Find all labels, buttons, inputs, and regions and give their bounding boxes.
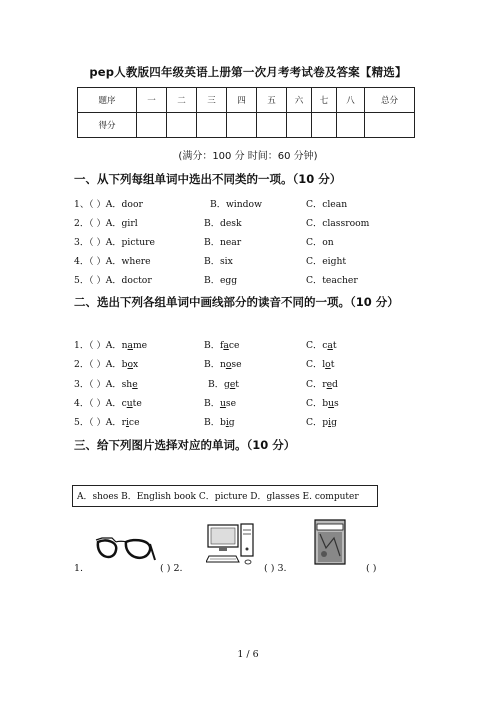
- score-entry-cell[interactable]: [312, 113, 337, 138]
- question-row: [74, 215, 434, 229]
- score-cell: 三: [197, 88, 227, 113]
- question-row: [74, 395, 434, 409]
- picture-label-2: ( ) 2.: [160, 563, 183, 574]
- score-cell: 二: [167, 88, 197, 113]
- exam-meta: (满分：100 分 时间：60 分钟): [178, 151, 318, 162]
- question-a: 5．（ ）A．rice: [74, 417, 140, 428]
- option-c: C．eight: [306, 256, 347, 267]
- score-cell: 七: [312, 88, 337, 113]
- section-3-heading: 三、给下列图片选择对应的单词。（10 分）: [74, 438, 296, 452]
- option-b: B．egg: [204, 275, 238, 286]
- score-cell: 一: [137, 88, 167, 113]
- word-options-box: A．shoes B．English book C．picture D．glasses E. computer: [72, 485, 378, 507]
- score-cell: 总分: [365, 88, 415, 113]
- picture-label-3: ( ) 3.: [264, 563, 287, 574]
- option-b: B．get: [208, 379, 239, 390]
- question-row: [74, 414, 434, 428]
- question-a: 1．（ ）A．name: [74, 340, 148, 351]
- score-cell: 八: [337, 88, 365, 113]
- score-cell: 四: [227, 88, 257, 113]
- question-row: [74, 234, 434, 248]
- option-c: C．red: [306, 379, 338, 390]
- option-b: B．use: [204, 398, 237, 409]
- option-c: C．bus: [306, 398, 339, 409]
- option-b: B．desk: [204, 218, 242, 229]
- score-label-cell: 得分: [78, 113, 137, 138]
- score-entry-cell[interactable]: [287, 113, 312, 138]
- option-b: B．near: [204, 237, 242, 248]
- score-table: [77, 87, 415, 138]
- option-b: B．nose: [204, 359, 242, 370]
- score-entry-cell[interactable]: [197, 113, 227, 138]
- page-title: pep人教版四年级英语上册第一次月考考试卷及答案【精选】: [89, 65, 407, 79]
- score-table-header-row: [78, 88, 415, 113]
- option-c: C．pig: [306, 417, 337, 428]
- score-entry-cell[interactable]: [227, 113, 257, 138]
- score-entry-cell[interactable]: [337, 113, 365, 138]
- section-1-heading: 一、从下列每组单词中选出不同类的一项。（10 分）: [74, 172, 342, 186]
- score-table-score-row: [78, 113, 415, 138]
- score-cell: 五: [257, 88, 287, 113]
- page-number: 1 / 6: [237, 649, 259, 660]
- computer-picture: [206, 522, 258, 566]
- question-row: [74, 272, 434, 286]
- book-picture: [312, 518, 348, 566]
- option-c: C．cat: [306, 340, 337, 351]
- question-a: 3．（ ）A．she: [74, 379, 138, 390]
- question-a: 4．（ ）A．where: [74, 256, 151, 267]
- option-c: C．lot: [306, 359, 335, 370]
- option-c: C．on: [306, 237, 334, 248]
- option-b: B．window: [210, 199, 262, 210]
- picture-label-1: 1.: [74, 563, 84, 574]
- question-row: [74, 356, 434, 370]
- section-2-heading: 二、选出下列各组单词中画线部分的读音不同的一项。（10 分）: [74, 295, 399, 309]
- picture-label-4: ( ): [366, 563, 377, 574]
- option-b: B．big: [204, 417, 235, 428]
- glasses-picture: [94, 532, 156, 568]
- score-entry-cell[interactable]: [365, 113, 415, 138]
- question-a: 3．（ ）A．picture: [74, 237, 155, 248]
- question-row: [74, 337, 434, 351]
- option-c: C．teacher: [306, 275, 358, 286]
- option-c: C．classroom: [306, 218, 370, 229]
- score-cell: 六: [287, 88, 312, 113]
- score-entry-cell[interactable]: [167, 113, 197, 138]
- question-a: 2．（ ）A．box: [74, 359, 139, 370]
- option-b: B．six: [204, 256, 233, 267]
- question-a: 1、（ ）A．door: [74, 199, 143, 210]
- option-b: B．face: [204, 340, 240, 351]
- score-cell: 题序: [78, 88, 137, 113]
- question-a: 2．（ ）A．girl: [74, 218, 138, 229]
- question-a: 5．（ ）A．doctor: [74, 275, 152, 286]
- score-entry-cell[interactable]: [257, 113, 287, 138]
- option-c: C．clean: [306, 199, 348, 210]
- score-entry-cell[interactable]: [137, 113, 167, 138]
- question-row: [74, 196, 434, 210]
- question-row: [74, 253, 434, 267]
- question-row: [74, 376, 434, 390]
- question-a: 4．（ ）A．cute: [74, 398, 142, 409]
